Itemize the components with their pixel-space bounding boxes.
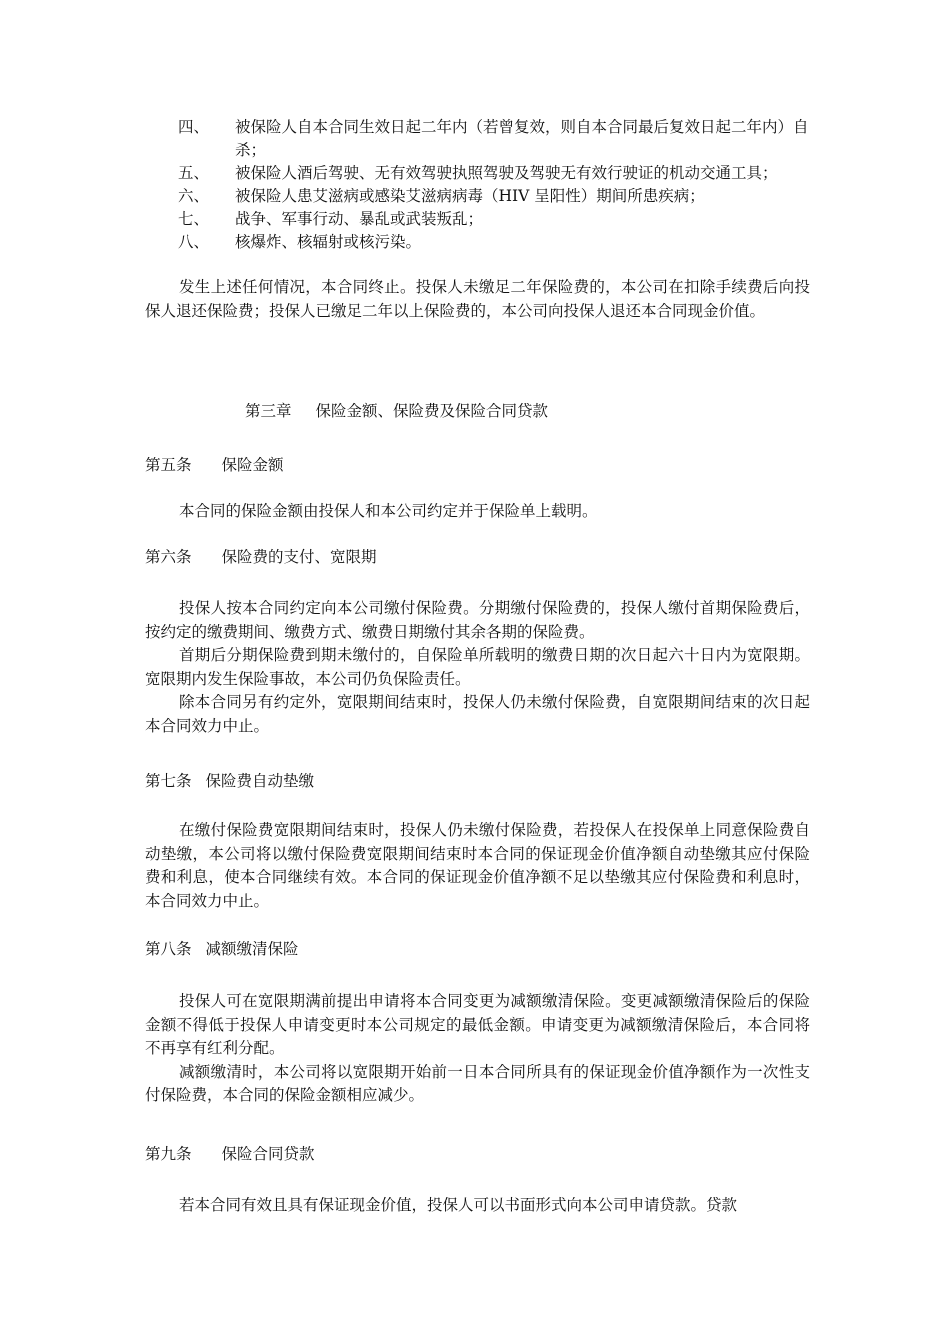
article-title: 保险费自动垫缴 — [205, 772, 315, 790]
paragraph: 发生上述任何情况，本合同终止。投保人未缴足二年保险费的，本公司在扣除手续费后向投保人退还保险费；投保人已缴足二年以上保险费的，本公司向投保人退还本合同现金价值。 — [145, 278, 810, 320]
list-item — [178, 162, 818, 185]
article-body — [145, 819, 810, 913]
article-number: 第九条 — [145, 1145, 192, 1163]
list-item — [178, 208, 818, 231]
paragraph: 首期后分期保险费到期未缴付的，自保险单所载明的缴费日期的次日起六十日内为宽限期。宽限期内发生保险事故，本公司仍负保险责任。 — [145, 646, 810, 688]
article-title: 保险费的支付、宽限期 — [221, 548, 377, 566]
list-item-number: 四、 — [178, 118, 210, 136]
article-body — [145, 1194, 810, 1218]
article-title: 减额缴清保险 — [205, 940, 299, 958]
list-item-text: 被保险人自本合同生效日起二年内（若曾复效，则自本合同最后复效日起二年内）自杀； — [235, 118, 809, 159]
article-number: 第八条 — [145, 940, 192, 958]
paragraph: 若本合同有效且具有保证现金价值，投保人可以书面形式向本公司申请贷款。贷款 — [179, 1196, 738, 1214]
article-body — [145, 500, 810, 524]
list-item — [178, 185, 818, 208]
list-item — [178, 231, 818, 254]
article-title: 保险金额 — [221, 456, 284, 474]
article-number: 第五条 — [145, 456, 192, 474]
article-title: 保险合同贷款 — [221, 1145, 315, 1163]
paragraph: 减额缴清时，本公司将以宽限期开始前一日本合同所具有的保证现金价值净额作为一次性支付保险费，本合同的保险金额相应减少。 — [145, 1062, 810, 1104]
paragraph: 在缴付保险费宽限期间结束时，投保人仍未缴付保险费，若投保人在投保单上同意保险费自动垫缴，本公司将以缴付保险费宽限期间结束时本合同的保证现金价值净额自动垫缴其应付保险费和利息，使本合同继续有效。本合同的保证现金价值净额不足以垫缴其应付保险费和利息时，本合同效力中止。 — [145, 821, 810, 910]
article-number: 第七条 — [145, 772, 192, 790]
chapter-heading — [245, 400, 548, 423]
list-item-text: 被保险人患艾滋病或感染艾滋病病毒（HIV 呈阳性）期间所患疾病； — [235, 187, 705, 205]
paragraph: 投保人可在宽限期满前提出申请将本合同变更为减额缴清保险。变更减额缴清保险后的保险金额不得低于投保人申请变更时本公司规定的最低金额。申请变更为减额缴清保险后，本合同将不再享有红利分配。 — [145, 992, 810, 1057]
article-heading — [145, 770, 314, 793]
list-item-number: 五、 — [178, 164, 210, 182]
list-item-text: 被保险人酒后驾驶、无有效驾驶执照驾驶及驾驶无有效行驶证的机动交通工具； — [235, 164, 778, 182]
chapter-number: 第三章 — [245, 402, 292, 420]
article-body — [145, 990, 810, 1108]
article-heading — [145, 938, 299, 961]
list-item-text: 核爆炸、核辐射或核污染。 — [235, 233, 422, 251]
paragraph: 除本合同另有约定外，宽限期间结束时，投保人仍未缴付保险费，自宽限期间结束的次日起本合同效力中止。 — [145, 693, 810, 735]
paragraph: 本合同的保险金额由投保人和本公司约定并于保险单上载明。 — [179, 502, 598, 520]
list-item-text: 战争、军事行动、暴乱或武装叛乱； — [235, 210, 484, 228]
list-item — [178, 116, 818, 162]
paragraph: 投保人按本合同约定向本公司缴付保险费。分期缴付保险费的，投保人缴付首期保险费后，按约定的缴费期间、缴费方式、缴费日期缴付其余各期的保险费。 — [145, 599, 810, 641]
article-number: 第六条 — [145, 548, 192, 566]
article-heading — [145, 454, 284, 477]
chapter-title: 保险金额、保险费及保险合同贷款 — [315, 402, 549, 420]
list-item-number: 八、 — [178, 233, 210, 251]
article-body — [145, 597, 810, 738]
list-item-number: 七、 — [178, 210, 210, 228]
exclusion-note — [145, 276, 810, 323]
article-heading — [145, 1143, 315, 1166]
article-heading — [145, 546, 377, 569]
exclusion-list — [178, 116, 818, 254]
list-item-number: 六、 — [178, 187, 210, 205]
